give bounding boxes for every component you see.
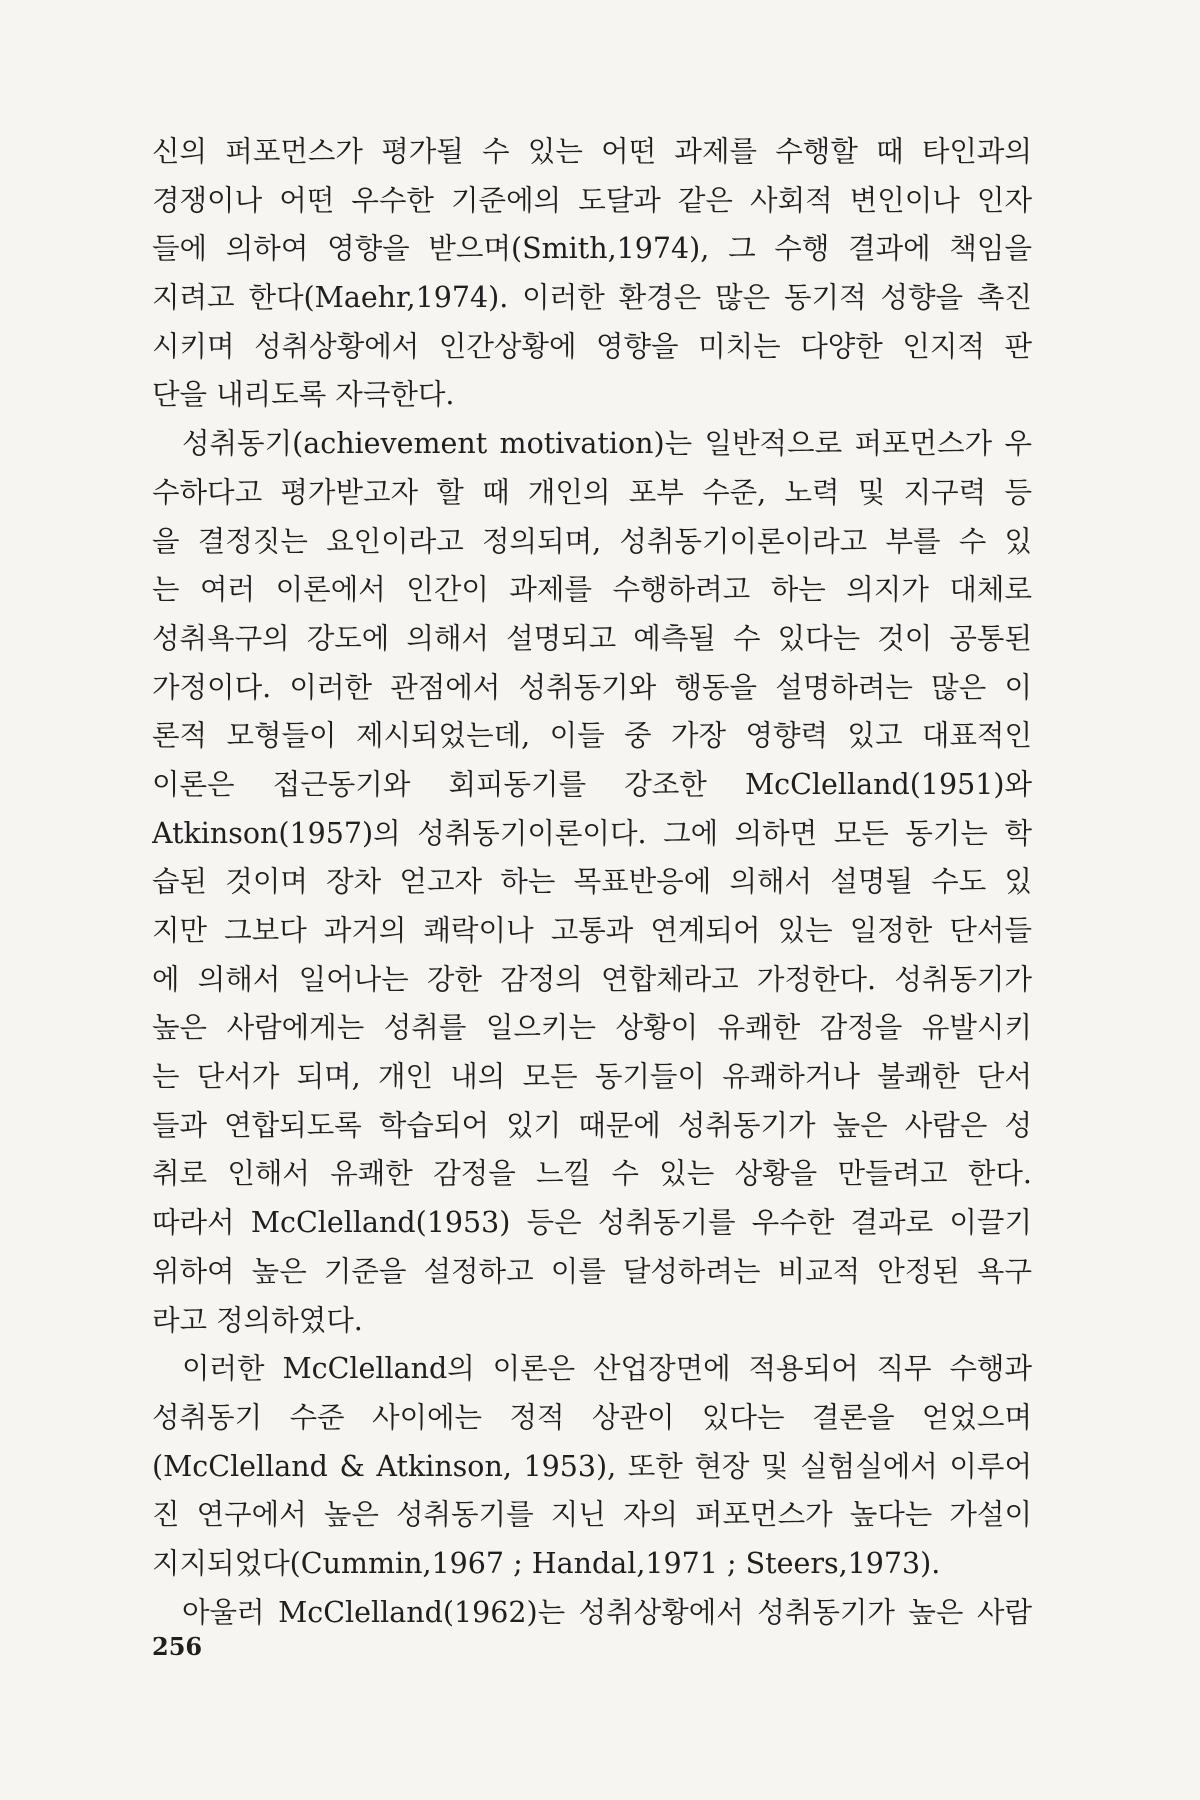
paragraph-start-line: 성취동기(achievement motivation)는 일반적으로 퍼포먼스가 우 [182,427,1032,461]
text-line: 가정이다. 이러한 관점에서 성취동기와 행동을 설명하려는 많은 이 [152,670,1032,704]
page-number: 256 [152,1632,203,1661]
text-line: 라고 정의하였다. [152,1303,363,1337]
text-line: 시키며 성취상황에서 인간상황에 영향을 미치는 다양한 인지적 판 [152,329,1032,363]
text-line: 성취욕구의 강도에 의해서 설명되고 예측될 수 있다는 것이 공통된 [152,621,1032,655]
text-line: Atkinson(1957)의 성취동기이론이다. 그에 의하면 모든 동기는 학 [152,816,1032,850]
text-line: 지려고 한다(Maehr,1974). 이러한 환경은 많은 동기적 성향을 촉진 [152,281,1032,315]
text-line: 이론은 접근동기와 회피동기를 강조한 McClelland(1951)와 [152,767,1032,801]
text-line: 신의 퍼포먼스가 평가될 수 있는 어떤 과제를 수행할 때 타인과의 [152,135,1032,168]
text-line: (McClelland & Atkinson, 1953), 또한 현장 및 실험실에서 이루어 [152,1449,1032,1483]
paragraph-start-line: 이러한 McClelland의 이론은 산업장면에 적용되어 직무 수행과 [182,1352,1032,1386]
text-line: 단을 내리도록 자극한다. [152,378,455,412]
text-line: 높은 사람에게는 성취를 일으키는 상황이 유쾌한 감정을 유발시키 [152,1011,1032,1045]
text-line: 는 단서가 되며, 개인 내의 모든 동기들이 유쾌하거나 불쾌한 단서 [152,1060,1032,1094]
text-line: 는 여러 이론에서 인간이 과제를 수행하려고 하는 의지가 대체로 [152,573,1032,607]
text-line: 취로 인해서 유쾌한 감정을 느낄 수 있는 상황을 만들려고 한다. [152,1157,1032,1191]
text-line: 따라서 McClelland(1953) 등은 성취동기를 우수한 결과로 이끌기 [152,1206,1032,1240]
text-line: 경쟁이나 어떤 우수한 기준에의 도달과 같은 사회적 변인이나 인자 [152,183,1032,217]
text-line: 지지되었다(Cummin,1967 ; Handal,1971 ; Steers,1973). [152,1546,941,1580]
text-line: 에 의해서 일어나는 강한 감정의 연합체라고 가정한다. 성취동기가 [152,962,1032,996]
text-line: 지만 그보다 과거의 쾌락이나 고통과 연계되어 있는 일정한 단서들 [152,914,1032,947]
text-line: 들에 의하여 영향을 받으며(Smith,1974), 그 수행 결과에 책임을 [152,232,1032,266]
text-line: 습된 것이며 장차 얻고자 하는 목표반응에 의해서 설명될 수도 있 [152,865,1032,899]
text-line: 위하여 높은 기준을 설정하고 이를 달성하려는 비교적 안정된 욕구 [152,1254,1032,1288]
paragraph-start-line: 아울러 McClelland(1962)는 성취상황에서 성취동기가 높은 사람 [182,1595,1032,1629]
text-line: 을 결정짓는 요인이라고 정의되며, 성취동기이론이라고 부를 수 있 [152,524,1032,558]
text-line: 성취동기 수준 사이에는 정적 상관이 있다는 결론을 얻었으며 [152,1400,1032,1434]
text-line: 들과 연합되도록 학습되어 있기 때문에 성취동기가 높은 사람은 성 [152,1108,1032,1142]
text-line: 수하다고 평가받고자 할 때 개인의 포부 수준, 노력 및 지구력 등 [152,475,1032,509]
text-line: 진 연구에서 높은 성취동기를 지닌 자의 퍼포먼스가 높다는 가설이 [152,1498,1032,1532]
body-text [152,128,1032,1637]
text-line: 론적 모형들이 제시되었는데, 이들 중 가장 영향력 있고 대표적인 [152,719,1032,753]
